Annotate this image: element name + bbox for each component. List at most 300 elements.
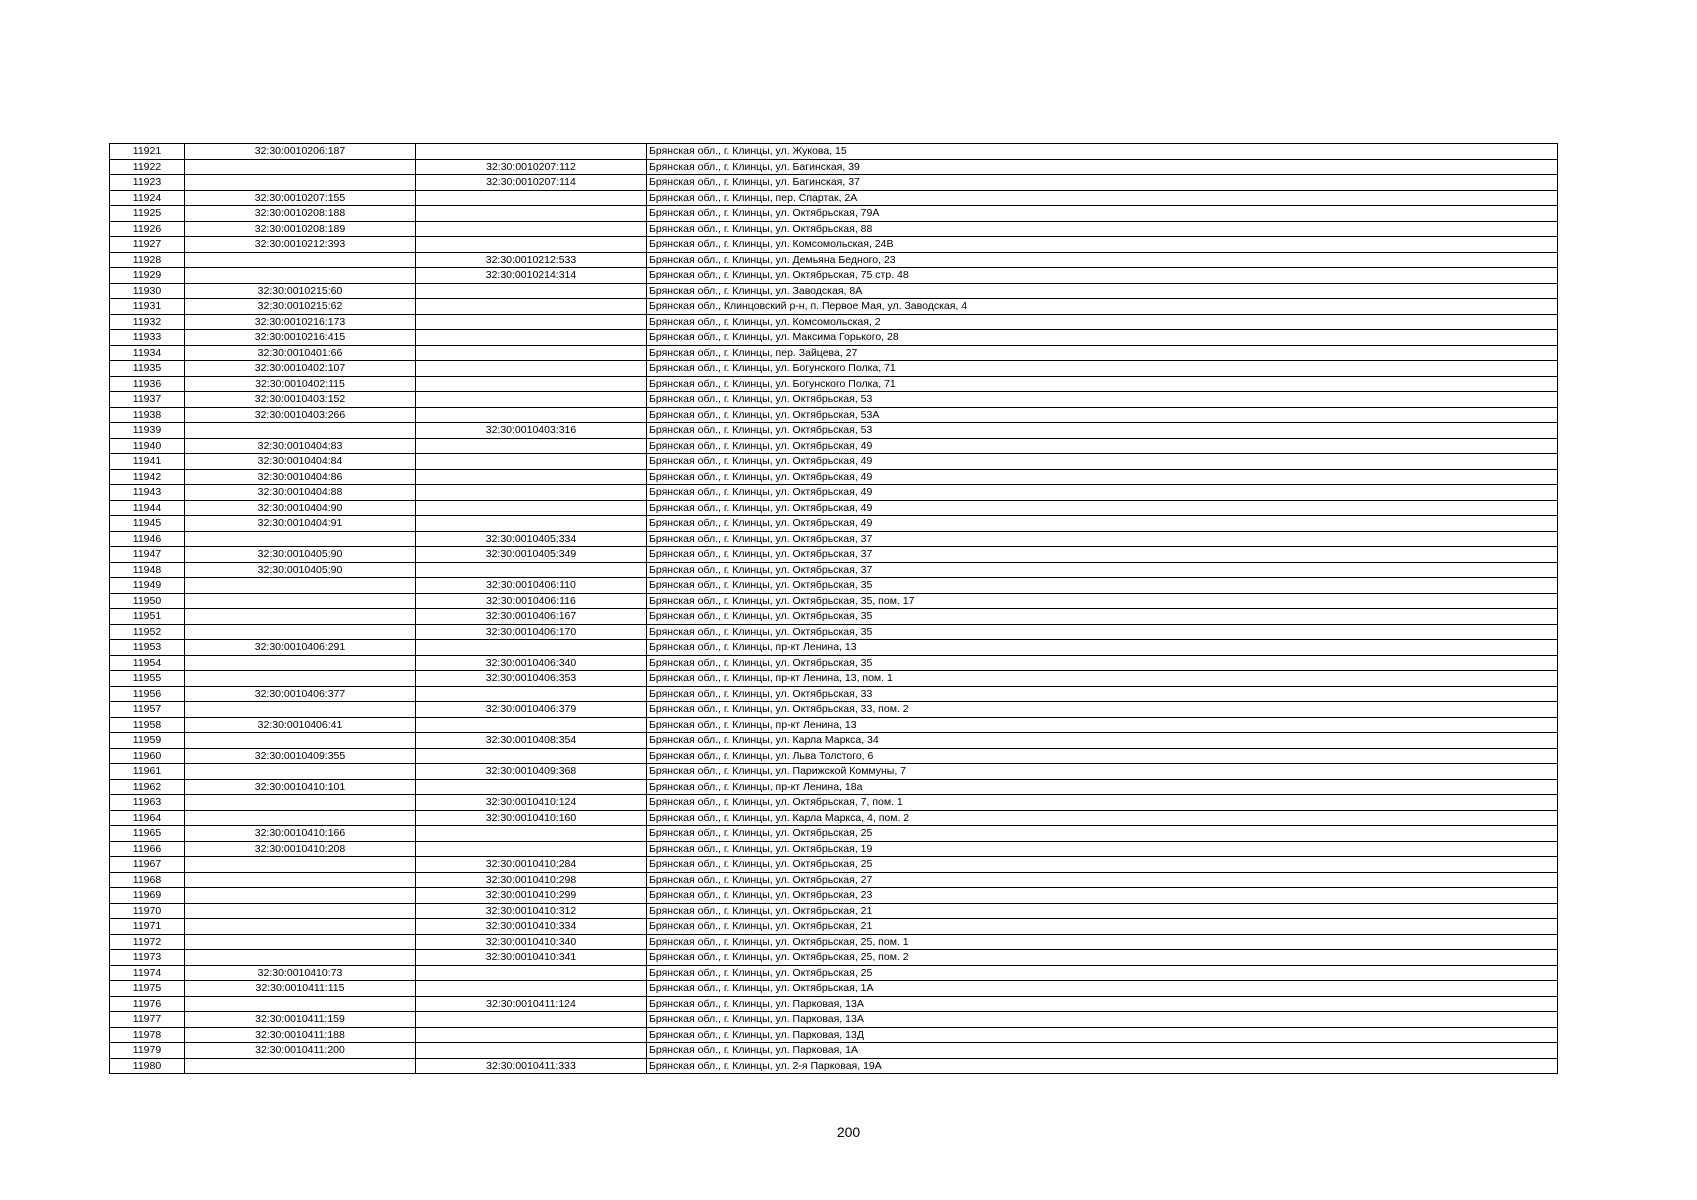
row-number: 11939 [110,423,185,439]
address-cell: Брянская обл., г. Клинцы, ул. Октябрьская, 49 [647,438,1558,454]
address-cell: Брянская обл., г. Клинцы, ул. Октябрьская, 25, пом. 1 [647,934,1558,950]
table-row [110,578,1558,594]
row-number: 11947 [110,547,185,563]
row-number: 11935 [110,361,185,377]
cadastral-number-primary: 32:30:0010404:86 [185,469,416,485]
row-number: 11962 [110,779,185,795]
table-row [110,826,1558,842]
address-cell: Брянская обл., г. Клинцы, ул. Октябрьская, 35 [647,624,1558,640]
address-cell: Брянская обл., г. Клинцы, ул. Октябрьская, 35, пом. 17 [647,593,1558,609]
table-row [110,640,1558,656]
cadastral-number-secondary [416,717,647,733]
table-row [110,299,1558,315]
cadastral-number-primary [185,888,416,904]
row-number: 11938 [110,407,185,423]
cadastral-number-secondary [416,376,647,392]
cadastral-number-primary [185,702,416,718]
table-row [110,996,1558,1012]
cadastral-number-secondary: 32:30:0010406:167 [416,609,647,625]
address-cell: Брянская обл., г. Клинцы, ул. Октябрьская, 35 [647,609,1558,625]
row-number: 11974 [110,965,185,981]
address-cell: Брянская обл., г. Клинцы, пр-кт Ленина, 13 [647,640,1558,656]
cadastral-number-secondary: 32:30:0010408:354 [416,733,647,749]
address-cell: Брянская обл., г. Клинцы, ул. 2-я Парковая, 19А [647,1058,1558,1074]
cadastral-number-primary [185,903,416,919]
cadastral-number-primary [185,159,416,175]
table-row [110,392,1558,408]
cadastral-number-primary [185,934,416,950]
cadastral-number-primary: 32:30:0010207:155 [185,190,416,206]
cadastral-number-secondary [416,206,647,222]
cadastral-number-primary [185,810,416,826]
cadastral-number-primary: 32:30:0010404:83 [185,438,416,454]
address-cell: Брянская обл., г. Клинцы, ул. Октябрьская, 53 [647,423,1558,439]
address-cell: Брянская обл., г. Клинцы, ул. Льва Толстого, 6 [647,748,1558,764]
table-row [110,733,1558,749]
cadastral-number-primary: 32:30:0010406:291 [185,640,416,656]
row-number: 11954 [110,655,185,671]
row-number: 11923 [110,175,185,191]
table-row [110,252,1558,268]
cadastral-number-secondary: 32:30:0010207:112 [416,159,647,175]
row-number: 11965 [110,826,185,842]
cadastral-number-secondary [416,981,647,997]
cadastral-number-secondary: 32:30:0010410:334 [416,919,647,935]
row-number: 11944 [110,500,185,516]
cadastral-number-primary: 32:30:0010410:166 [185,826,416,842]
address-cell: Брянская обл., г. Клинцы, ул. Октябрьская, 21 [647,903,1558,919]
cadastral-number-primary: 32:30:0010402:107 [185,361,416,377]
cadastral-number-primary [185,268,416,284]
address-cell: Брянская обл., г. Клинцы, ул. Карла Маркса, 4, пом. 2 [647,810,1558,826]
row-number: 11922 [110,159,185,175]
row-number: 11942 [110,469,185,485]
cadastral-number-primary [185,671,416,687]
cadastral-number-secondary [416,283,647,299]
table-row [110,547,1558,563]
table-row [110,655,1558,671]
address-cell: Брянская обл., г. Клинцы, ул. Октябрьская, 49 [647,485,1558,501]
address-cell: Брянская обл., г. Клинцы, пр-кт Ленина, 18а [647,779,1558,795]
table-row [110,981,1558,997]
address-cell: Брянская обл., г. Клинцы, ул. Октябрьская, 53 [647,392,1558,408]
cadastral-number-primary: 32:30:0010404:88 [185,485,416,501]
table-row [110,1058,1558,1074]
address-cell: Брянская обл., г. Клинцы, ул. Октябрьская, 79А [647,206,1558,222]
cadastral-number-primary: 32:30:0010405:90 [185,547,416,563]
row-number: 11941 [110,454,185,470]
table-row [110,841,1558,857]
cadastral-number-secondary [416,826,647,842]
cadastral-number-secondary [416,190,647,206]
cadastral-number-secondary: 32:30:0010405:334 [416,531,647,547]
address-cell: Брянская обл., г. Клинцы, ул. Октябрьская, 37 [647,562,1558,578]
address-cell: Брянская обл., Клинцовский р-н, п. Первое Мая, ул. Заводская, 4 [647,299,1558,315]
row-number: 11929 [110,268,185,284]
table-row [110,562,1558,578]
cadastral-number-primary: 32:30:0010410:208 [185,841,416,857]
row-number: 11979 [110,1043,185,1059]
table-row [110,500,1558,516]
cadastral-number-secondary [416,345,647,361]
cadastral-number-primary [185,609,416,625]
cadastral-number-primary: 32:30:0010404:84 [185,454,416,470]
address-cell: Брянская обл., г. Клинцы, ул. Комсомольская, 24В [647,237,1558,253]
row-number: 11964 [110,810,185,826]
row-number: 11928 [110,252,185,268]
cadastral-number-primary: 32:30:0010216:415 [185,330,416,346]
table-row [110,237,1558,253]
address-cell: Брянская обл., г. Клинцы, ул. Богунского Полка, 71 [647,376,1558,392]
row-number: 11930 [110,283,185,299]
row-number: 11969 [110,888,185,904]
table-row [110,903,1558,919]
table-row [110,1012,1558,1028]
row-number: 11967 [110,857,185,873]
table-row [110,857,1558,873]
address-cell: Брянская обл., г. Клинцы, ул. Октябрьская, 25 [647,857,1558,873]
cadastral-number-secondary [416,392,647,408]
row-number: 11980 [110,1058,185,1074]
cadastral-number-primary: 32:30:0010405:90 [185,562,416,578]
cadastral-number-secondary: 32:30:0010410:298 [416,872,647,888]
table-row [110,872,1558,888]
table-row [110,376,1558,392]
cadastral-number-secondary [416,469,647,485]
address-cell: Брянская обл., г. Клинцы, ул. Октябрьская, 25 [647,965,1558,981]
cadastral-number-secondary: 32:30:0010411:333 [416,1058,647,1074]
cadastral-number-secondary [416,779,647,795]
address-cell: Брянская обл., г. Клинцы, ул. Октябрьская, 35 [647,655,1558,671]
table-row [110,407,1558,423]
cadastral-number-secondary: 32:30:0010410:284 [416,857,647,873]
cadastral-number-primary: 32:30:0010406:377 [185,686,416,702]
cadastral-number-primary [185,531,416,547]
table-row [110,1043,1558,1059]
address-cell: Брянская обл., г. Клинцы, ул. Октябрьская, 53А [647,407,1558,423]
cadastral-number-secondary [416,330,647,346]
row-number: 11943 [110,485,185,501]
row-number: 11958 [110,717,185,733]
address-cell: Брянская обл., г. Клинцы, ул. Октябрьская, 49 [647,469,1558,485]
row-number: 11946 [110,531,185,547]
cadastral-number-secondary: 32:30:0010406:170 [416,624,647,640]
table-row [110,686,1558,702]
cadastral-number-secondary [416,640,647,656]
cadastral-number-secondary [416,361,647,377]
table-row [110,469,1558,485]
row-number: 11973 [110,950,185,966]
cadastral-number-primary [185,764,416,780]
row-number: 11960 [110,748,185,764]
row-number: 11921 [110,144,185,160]
cadastral-number-secondary [416,748,647,764]
address-cell: Брянская обл., г. Клинцы, ул. Октябрьская, 23 [647,888,1558,904]
address-cell: Брянская обл., г. Клинцы, ул. Парижской Коммуны, 7 [647,764,1558,780]
row-number: 11926 [110,221,185,237]
row-number: 11934 [110,345,185,361]
address-cell: Брянская обл., г. Клинцы, пр-кт Ленина, 13, пом. 1 [647,671,1558,687]
cadastral-number-primary [185,1058,416,1074]
cadastral-number-secondary: 32:30:0010406:379 [416,702,647,718]
table-row [110,795,1558,811]
address-cell: Брянская обл., г. Клинцы, ул. Октябрьская, 49 [647,454,1558,470]
table-row [110,919,1558,935]
cadastral-number-secondary: 32:30:0010411:124 [416,996,647,1012]
cadastral-number-primary [185,996,416,1012]
table-row [110,361,1558,377]
cadastral-number-secondary: 32:30:0010410:340 [416,934,647,950]
address-cell: Брянская обл., г. Клинцы, ул. Багинская, 39 [647,159,1558,175]
row-number: 11937 [110,392,185,408]
registry-table [109,143,1558,1074]
cadastral-number-primary: 32:30:0010409:355 [185,748,416,764]
row-number: 11952 [110,624,185,640]
table-row [110,206,1558,222]
cadastral-number-primary [185,857,416,873]
row-number: 11953 [110,640,185,656]
cadastral-number-secondary [416,562,647,578]
cadastral-number-secondary: 32:30:0010410:124 [416,795,647,811]
address-cell: Брянская обл., г. Клинцы, ул. Октябрьская, 21 [647,919,1558,935]
address-cell: Брянская обл., г. Клинцы, ул. Парковая, 13Д [647,1027,1558,1043]
cadastral-number-primary [185,919,416,935]
row-number: 11975 [110,981,185,997]
row-number: 11940 [110,438,185,454]
row-number: 11927 [110,237,185,253]
table-row [110,531,1558,547]
table-row [110,221,1558,237]
table-row [110,454,1558,470]
cadastral-number-primary [185,872,416,888]
cadastral-number-secondary [416,314,647,330]
cadastral-number-secondary [416,1027,647,1043]
address-cell: Брянская обл., г. Клинцы, ул. Заводская, 8А [647,283,1558,299]
cadastral-number-primary: 32:30:0010212:393 [185,237,416,253]
table-row [110,950,1558,966]
address-cell: Брянская обл., г. Клинцы, ул. Комсомольская, 2 [647,314,1558,330]
row-number: 11957 [110,702,185,718]
address-cell: Брянская обл., г. Клинцы, ул. Максима Горького, 28 [647,330,1558,346]
address-cell: Брянская обл., г. Клинцы, ул. Парковая, 1А [647,1043,1558,1059]
address-cell: Брянская обл., г. Клинцы, пер. Спартак, 2А [647,190,1558,206]
cadastral-number-secondary: 32:30:0010406:110 [416,578,647,594]
address-cell: Брянская обл., г. Клинцы, ул. Октябрьская, 37 [647,547,1558,563]
address-cell: Брянская обл., г. Клинцы, ул. Октябрьская, 75 стр. 48 [647,268,1558,284]
cadastral-number-secondary: 32:30:0010406:116 [416,593,647,609]
address-cell: Брянская обл., г. Клинцы, ул. Октябрьская, 19 [647,841,1558,857]
table-row [110,159,1558,175]
page-number: 200 [836,1124,861,1140]
row-number: 11949 [110,578,185,594]
table-row [110,516,1558,532]
table-row [110,438,1558,454]
address-cell: Брянская обл., г. Клинцы, ул. Октябрьская, 37 [647,531,1558,547]
table-row [110,748,1558,764]
cadastral-number-primary: 32:30:0010403:266 [185,407,416,423]
cadastral-number-secondary [416,500,647,516]
cadastral-number-secondary: 32:30:0010410:312 [416,903,647,919]
address-cell: Брянская обл., г. Клинцы, ул. Октябрьская, 35 [647,578,1558,594]
row-number: 11963 [110,795,185,811]
table-row [110,702,1558,718]
table-row [110,268,1558,284]
cadastral-number-secondary [416,1012,647,1028]
table-row [110,671,1558,687]
row-number: 11945 [110,516,185,532]
cadastral-number-primary: 32:30:0010216:173 [185,314,416,330]
cadastral-number-primary [185,175,416,191]
cadastral-number-primary: 32:30:0010401:66 [185,345,416,361]
cadastral-number-secondary: 32:30:0010214:314 [416,268,647,284]
table-row [110,1027,1558,1043]
row-number: 11970 [110,903,185,919]
row-number: 11925 [110,206,185,222]
cadastral-number-primary: 32:30:0010411:188 [185,1027,416,1043]
address-cell: Брянская обл., г. Клинцы, пр-кт Ленина, 13 [647,717,1558,733]
row-number: 11978 [110,1027,185,1043]
cadastral-number-secondary [416,965,647,981]
table-row [110,190,1558,206]
address-cell: Брянская обл., г. Клинцы, ул. Богунского Полка, 71 [647,361,1558,377]
cadastral-number-secondary [416,407,647,423]
cadastral-number-primary [185,593,416,609]
table-row [110,965,1558,981]
row-number: 11956 [110,686,185,702]
table-row [110,314,1558,330]
address-cell: Брянская обл., г. Клинцы, пер. Зайцева, 27 [647,345,1558,361]
cadastral-number-secondary [416,1043,647,1059]
row-number: 11977 [110,1012,185,1028]
table-row [110,423,1558,439]
cadastral-number-primary [185,423,416,439]
table-row [110,624,1558,640]
address-cell: Брянская обл., г. Клинцы, ул. Парковая, 13А [647,1012,1558,1028]
cadastral-number-secondary [416,299,647,315]
table-row [110,764,1558,780]
row-number: 11924 [110,190,185,206]
cadastral-number-primary: 32:30:0010411:159 [185,1012,416,1028]
cadastral-number-primary: 32:30:0010404:90 [185,500,416,516]
table-row [110,345,1558,361]
cadastral-number-primary [185,655,416,671]
cadastral-number-secondary: 32:30:0010406:340 [416,655,647,671]
cadastral-number-primary: 32:30:0010410:101 [185,779,416,795]
table-row [110,888,1558,904]
table-row [110,779,1558,795]
address-cell: Брянская обл., г. Клинцы, ул. Октябрьская, 33, пом. 2 [647,702,1558,718]
cadastral-number-secondary: 32:30:0010410:160 [416,810,647,826]
address-cell: Брянская обл., г. Клинцы, ул. Октябрьская, 88 [647,221,1558,237]
cadastral-number-primary: 32:30:0010215:60 [185,283,416,299]
cadastral-number-secondary: 32:30:0010403:316 [416,423,647,439]
table-row [110,485,1558,501]
cadastral-number-secondary [416,237,647,253]
cadastral-number-primary [185,252,416,268]
table-row [110,144,1558,160]
row-number: 11951 [110,609,185,625]
registry-table-body [110,144,1558,1074]
cadastral-number-secondary [416,516,647,532]
cadastral-number-primary [185,733,416,749]
cadastral-number-secondary: 32:30:0010406:353 [416,671,647,687]
cadastral-number-primary [185,795,416,811]
row-number: 11936 [110,376,185,392]
row-number: 11976 [110,996,185,1012]
cadastral-number-secondary: 32:30:0010207:114 [416,175,647,191]
address-cell: Брянская обл., г. Клинцы, ул. Багинская, 37 [647,175,1558,191]
address-cell: Брянская обл., г. Клинцы, ул. Октябрьская, 49 [647,500,1558,516]
cadastral-number-primary [185,578,416,594]
cadastral-number-secondary [416,841,647,857]
row-number: 11972 [110,934,185,950]
cadastral-number-primary: 32:30:0010411:115 [185,981,416,997]
cadastral-number-primary: 32:30:0010404:91 [185,516,416,532]
cadastral-number-primary [185,624,416,640]
cadastral-number-secondary: 32:30:0010410:299 [416,888,647,904]
cadastral-number-primary: 32:30:0010410:73 [185,965,416,981]
address-cell: Брянская обл., г. Клинцы, ул. Октябрьская, 1А [647,981,1558,997]
cadastral-number-secondary: 32:30:0010212:533 [416,252,647,268]
table-row [110,283,1558,299]
cadastral-number-secondary [416,144,647,160]
row-number: 11968 [110,872,185,888]
cadastral-number-secondary [416,686,647,702]
cadastral-number-primary: 32:30:0010402:115 [185,376,416,392]
cadastral-number-primary: 32:30:0010208:189 [185,221,416,237]
table-row [110,810,1558,826]
row-number: 11966 [110,841,185,857]
cadastral-number-secondary: 32:30:0010409:368 [416,764,647,780]
address-cell: Брянская обл., г. Клинцы, ул. Парковая, 13А [647,996,1558,1012]
row-number: 11955 [110,671,185,687]
cadastral-number-secondary: 32:30:0010405:349 [416,547,647,563]
cadastral-number-primary: 32:30:0010403:152 [185,392,416,408]
cadastral-number-secondary: 32:30:0010410:341 [416,950,647,966]
table-row [110,593,1558,609]
table-row [110,717,1558,733]
address-cell: Брянская обл., г. Клинцы, ул. Жукова, 15 [647,144,1558,160]
cadastral-number-secondary [416,454,647,470]
table-row [110,609,1558,625]
table-row [110,175,1558,191]
cadastral-number-primary: 32:30:0010206:187 [185,144,416,160]
cadastral-number-secondary [416,438,647,454]
address-cell: Брянская обл., г. Клинцы, ул. Демьяна Бедного, 23 [647,252,1558,268]
row-number: 11961 [110,764,185,780]
cadastral-number-secondary [416,221,647,237]
row-number: 11948 [110,562,185,578]
cadastral-number-primary: 32:30:0010406:41 [185,717,416,733]
table-row [110,934,1558,950]
address-cell: Брянская обл., г. Клинцы, ул. Октябрьская, 25, пом. 2 [647,950,1558,966]
row-number: 11959 [110,733,185,749]
address-cell: Брянская обл., г. Клинцы, ул. Октябрьская, 7, пом. 1 [647,795,1558,811]
cadastral-number-primary: 32:30:0010215:62 [185,299,416,315]
row-number: 11932 [110,314,185,330]
cadastral-number-secondary [416,485,647,501]
address-cell: Брянская обл., г. Клинцы, ул. Октябрьская, 25 [647,826,1558,842]
row-number: 11971 [110,919,185,935]
row-number: 11950 [110,593,185,609]
row-number: 11931 [110,299,185,315]
cadastral-number-primary: 32:30:0010208:188 [185,206,416,222]
table-row [110,330,1558,346]
address-cell: Брянская обл., г. Клинцы, ул. Октябрьская, 27 [647,872,1558,888]
address-cell: Брянская обл., г. Клинцы, ул. Октябрьская, 49 [647,516,1558,532]
address-cell: Брянская обл., г. Клинцы, ул. Карла Маркса, 34 [647,733,1558,749]
cadastral-number-primary [185,950,416,966]
